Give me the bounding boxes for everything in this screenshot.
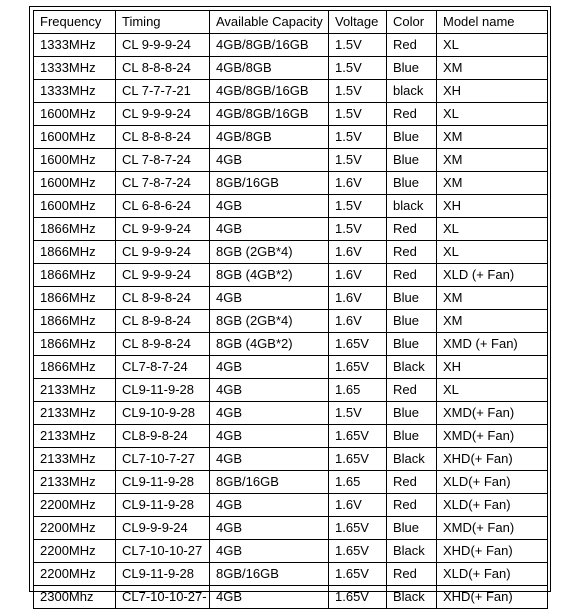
capacity-cell: 4GB	[210, 517, 329, 540]
timing-cell: CL 7-7-7-21	[116, 80, 210, 103]
model-name-cell: XM	[437, 287, 548, 310]
table-row	[34, 379, 548, 402]
capacity-cell: 4GB	[210, 425, 329, 448]
color-cell: Red	[387, 241, 437, 264]
color-cell: Red	[387, 494, 437, 517]
frequency-cell: 2200MHz	[34, 517, 116, 540]
model-name-cell: XLD (+ Fan)	[437, 264, 548, 287]
frequency-cell: 1866MHz	[34, 218, 116, 241]
capacity-cell: 4GB/8GB/16GB	[210, 103, 329, 126]
timing-cell: CL7-10-10-27-	[116, 586, 210, 609]
color-cell: Red	[387, 563, 437, 586]
color-cell: black	[387, 80, 437, 103]
color-cell: Red	[387, 34, 437, 57]
frequency-cell: 2133MHz	[34, 471, 116, 494]
model-name-cell: XH	[437, 80, 548, 103]
color-cell: Blue	[387, 57, 437, 80]
voltage-cell: 1.5V	[329, 80, 387, 103]
voltage-cell: 1.6V	[329, 494, 387, 517]
frequency-cell: 2300Mhz	[34, 586, 116, 609]
color-cell: Blue	[387, 333, 437, 356]
timing-cell: CL9-11-9-28	[116, 563, 210, 586]
frequency-cell: 1866MHz	[34, 264, 116, 287]
timing-cell: CL 7-8-7-24	[116, 149, 210, 172]
capacity-cell: 4GB/8GB/16GB	[210, 80, 329, 103]
table-row	[34, 80, 548, 103]
header-timing: Timing	[116, 11, 210, 34]
header-row	[34, 11, 548, 34]
table-row	[34, 264, 548, 287]
model-name-cell: XHD(+ Fan)	[437, 540, 548, 563]
timing-cell: CL 9-9-9-24	[116, 264, 210, 287]
model-name-cell: XM	[437, 172, 548, 195]
frequency-cell: 1333MHz	[34, 34, 116, 57]
table-row	[34, 241, 548, 264]
timing-cell: CL 8-9-8-24	[116, 310, 210, 333]
capacity-cell: 4GB	[210, 218, 329, 241]
table-row	[34, 471, 548, 494]
voltage-cell: 1.6V	[329, 172, 387, 195]
table-row	[34, 195, 548, 218]
capacity-cell: 4GB	[210, 195, 329, 218]
voltage-cell: 1.65V	[329, 563, 387, 586]
color-cell: Red	[387, 471, 437, 494]
frequency-cell: 2133MHz	[34, 448, 116, 471]
frequency-cell: 2133MHz	[34, 379, 116, 402]
model-name-cell: XHD(+ Fan)	[437, 586, 548, 609]
voltage-cell: 1.5V	[329, 149, 387, 172]
voltage-cell: 1.5V	[329, 218, 387, 241]
table-row	[34, 563, 548, 586]
table-row	[34, 287, 548, 310]
color-cell: Blue	[387, 425, 437, 448]
voltage-cell: 1.65V	[329, 425, 387, 448]
color-cell: Blue	[387, 287, 437, 310]
header-capacity: Available Capacity	[210, 11, 329, 34]
capacity-cell: 8GB (4GB*2)	[210, 333, 329, 356]
timing-cell: CL7-10-10-27	[116, 540, 210, 563]
model-name-cell: XLD(+ Fan)	[437, 494, 548, 517]
frequency-cell: 1866MHz	[34, 356, 116, 379]
timing-cell: CL9-11-9-28	[116, 379, 210, 402]
table-row	[34, 517, 548, 540]
frequency-cell: 1600MHz	[34, 126, 116, 149]
table-row	[34, 356, 548, 379]
voltage-cell: 1.5V	[329, 402, 387, 425]
voltage-cell: 1.65	[329, 379, 387, 402]
table-row	[34, 402, 548, 425]
voltage-cell: 1.65V	[329, 333, 387, 356]
timing-cell: CL7-8-7-24	[116, 356, 210, 379]
header-frequency: Frequency	[34, 11, 116, 34]
timing-cell: CL 6-8-6-24	[116, 195, 210, 218]
model-name-cell: XLD(+ Fan)	[437, 471, 548, 494]
model-name-cell: XMD(+ Fan)	[437, 402, 548, 425]
color-cell: Red	[387, 264, 437, 287]
capacity-cell: 8GB (4GB*2)	[210, 264, 329, 287]
color-cell: black	[387, 195, 437, 218]
table-row	[34, 34, 548, 57]
voltage-cell: 1.6V	[329, 241, 387, 264]
capacity-cell: 4GB	[210, 402, 329, 425]
table-row	[34, 310, 548, 333]
frequency-cell: 2200MHz	[34, 563, 116, 586]
voltage-cell: 1.5V	[329, 57, 387, 80]
frequency-cell: 1866MHz	[34, 287, 116, 310]
capacity-cell: 8GB (2GB*4)	[210, 310, 329, 333]
voltage-cell: 1.65	[329, 471, 387, 494]
table-row	[34, 172, 548, 195]
voltage-cell: 1.5V	[329, 126, 387, 149]
frequency-cell: 1600MHz	[34, 103, 116, 126]
voltage-cell: 1.5V	[329, 195, 387, 218]
model-name-cell: XL	[437, 34, 548, 57]
header-model-name: Model name	[437, 11, 548, 34]
frequency-cell: 1333MHz	[34, 80, 116, 103]
model-name-cell: XH	[437, 195, 548, 218]
capacity-cell: 4GB	[210, 494, 329, 517]
capacity-cell: 4GB/8GB	[210, 126, 329, 149]
voltage-cell: 1.6V	[329, 264, 387, 287]
capacity-cell: 4GB	[210, 287, 329, 310]
color-cell: Blue	[387, 172, 437, 195]
frequency-cell: 2200MHz	[34, 494, 116, 517]
frequency-cell: 1866MHz	[34, 310, 116, 333]
frequency-cell: 1600MHz	[34, 195, 116, 218]
timing-cell: CL9-10-9-28	[116, 402, 210, 425]
table-row	[34, 540, 548, 563]
model-name-cell: XMD(+ Fan)	[437, 517, 548, 540]
timing-cell: CL9-9-9-24	[116, 517, 210, 540]
timing-cell: CL7-10-7-27	[116, 448, 210, 471]
frequency-cell: 1333MHz	[34, 57, 116, 80]
color-cell: Black	[387, 540, 437, 563]
model-name-cell: XL	[437, 103, 548, 126]
model-name-cell: XH	[437, 356, 548, 379]
capacity-cell: 8GB/16GB	[210, 563, 329, 586]
timing-cell: CL9-11-9-28	[116, 471, 210, 494]
model-name-cell: XM	[437, 57, 548, 80]
voltage-cell: 1.6V	[329, 310, 387, 333]
color-cell: Blue	[387, 517, 437, 540]
voltage-cell: 1.65V	[329, 586, 387, 609]
capacity-cell: 8GB (2GB*4)	[210, 241, 329, 264]
model-name-cell: XLD(+ Fan)	[437, 563, 548, 586]
color-cell: Black	[387, 356, 437, 379]
capacity-cell: 4GB	[210, 586, 329, 609]
color-cell: Black	[387, 448, 437, 471]
color-cell: Red	[387, 379, 437, 402]
voltage-cell: 1.65V	[329, 448, 387, 471]
table-row	[34, 218, 548, 241]
frequency-cell: 1866MHz	[34, 241, 116, 264]
capacity-cell: 4GB	[210, 540, 329, 563]
frequency-cell: 1866MHz	[34, 333, 116, 356]
color-cell: Blue	[387, 126, 437, 149]
voltage-cell: 1.65V	[329, 540, 387, 563]
model-name-cell: XM	[437, 126, 548, 149]
table-row	[34, 57, 548, 80]
table-row	[34, 586, 548, 609]
voltage-cell: 1.5V	[329, 34, 387, 57]
timing-cell: CL 8-9-8-24	[116, 333, 210, 356]
table-row	[34, 149, 548, 172]
table-row	[34, 103, 548, 126]
color-cell: Red	[387, 103, 437, 126]
color-cell: Blue	[387, 310, 437, 333]
model-name-cell: XHD(+ Fan)	[437, 448, 548, 471]
capacity-cell: 4GB	[210, 448, 329, 471]
frequency-cell: 2200MHz	[34, 540, 116, 563]
voltage-cell: 1.6V	[329, 287, 387, 310]
timing-cell: CL9-11-9-28	[116, 494, 210, 517]
model-name-cell: XM	[437, 310, 548, 333]
frequency-cell: 2133MHz	[34, 425, 116, 448]
capacity-cell: 4GB	[210, 356, 329, 379]
frequency-cell: 1600MHz	[34, 149, 116, 172]
header-color: Color	[387, 11, 437, 34]
capacity-cell: 4GB/8GB/16GB	[210, 34, 329, 57]
table-row	[34, 333, 548, 356]
model-name-cell: XL	[437, 241, 548, 264]
header-voltage: Voltage	[329, 11, 387, 34]
model-name-cell: XMD(+ Fan)	[437, 425, 548, 448]
capacity-cell: 8GB/16GB	[210, 172, 329, 195]
model-name-cell: XM	[437, 149, 548, 172]
model-name-cell: XMD (+ Fan)	[437, 333, 548, 356]
table-row	[34, 126, 548, 149]
timing-cell: CL 8-8-8-24	[116, 126, 210, 149]
timing-cell: CL8-9-8-24	[116, 425, 210, 448]
timing-cell: CL 7-8-7-24	[116, 172, 210, 195]
capacity-cell: 4GB/8GB	[210, 57, 329, 80]
capacity-cell: 4GB	[210, 149, 329, 172]
voltage-cell: 1.5V	[329, 103, 387, 126]
color-cell: Black	[387, 586, 437, 609]
color-cell: Blue	[387, 402, 437, 425]
frequency-cell: 1600MHz	[34, 172, 116, 195]
capacity-cell: 4GB	[210, 379, 329, 402]
voltage-cell: 1.65V	[329, 517, 387, 540]
table-row	[34, 448, 548, 471]
color-cell: Blue	[387, 149, 437, 172]
timing-cell: CL 9-9-9-24	[116, 103, 210, 126]
color-cell: Red	[387, 218, 437, 241]
model-name-cell: XL	[437, 379, 548, 402]
voltage-cell: 1.65V	[329, 356, 387, 379]
memory-spec-table	[33, 10, 548, 609]
timing-cell: CL 8-8-8-24	[116, 57, 210, 80]
table-row	[34, 425, 548, 448]
timing-cell: CL 9-9-9-24	[116, 241, 210, 264]
capacity-cell: 8GB/16GB	[210, 471, 329, 494]
frequency-cell: 2133MHz	[34, 402, 116, 425]
timing-cell: CL 8-9-8-24	[116, 287, 210, 310]
timing-cell: CL 9-9-9-24	[116, 218, 210, 241]
timing-cell: CL 9-9-9-24	[116, 34, 210, 57]
table-row	[34, 494, 548, 517]
model-name-cell: XL	[437, 218, 548, 241]
